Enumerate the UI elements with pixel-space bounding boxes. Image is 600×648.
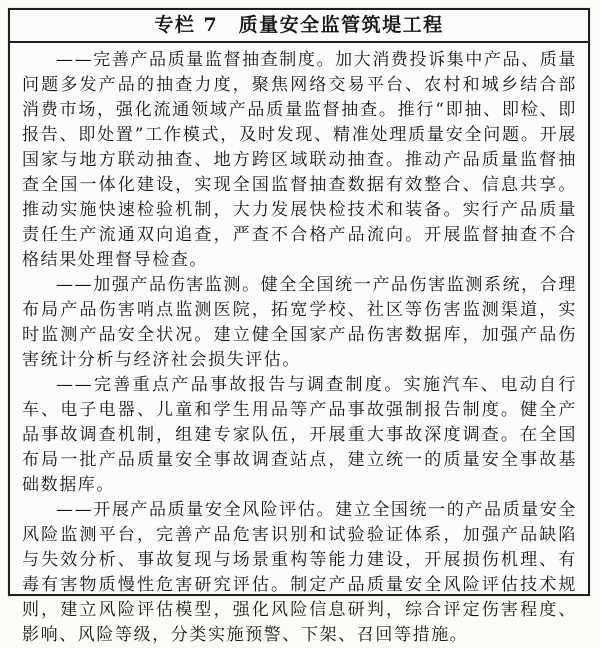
column-body	[10, 43, 588, 648]
paragraph: ——完善重点产品事故报告与调查制度。实施汽车、电动自行车、电子电器、儿童和学生用品等产品事故强制报告制度。健全产品事故调查机制，组建专家队伍，开展重大事故深度调查。在全国布局一批产品质量安全事故调查站点，建立统一的质量安全事故基础数据库。	[22, 375, 577, 495]
paragraph: ——开展产品质量安全风险评估。建立全国统一的产品质量安全风险监测平台，完善产品危害识别和试验验证体系，加强产品缺陷与失效分析、事故复现与场景重构等能力建设，开展损伤机理、有毒有害物质慢性危害研究评估。制定产品质量安全风险评估技术规则，建立风险评估模型，强化风险信息研判，综合评定伤害程度、影响、风险等级，分类实施预警、下架、召回等措施。	[22, 500, 577, 645]
column-title: 专栏 7 质量安全监管筑堤工程	[10, 10, 588, 43]
paragraph: ——加强产品伤害监测。健全全国统一产品伤害监测系统，合理布局产品伤害哨点监测医院，拓宽学校、社区等伤害监测渠道，实时监测产品安全状况。建立健全国家产品伤害数据库，加强产品伤害统计分析与经济社会损失评估。	[22, 275, 577, 370]
paragraph: ——完善产品质量监督抽查制度。加大消费投诉集中产品、质量问题多发产品的抽查力度，聚焦网络交易平台、农村和城乡结合部消费市场，强化流通领域产品质量监督抽查。推行“即抽、即检、即报告、即处置”工作模式，及时发现、精准处理质量安全问题。开展国家与地方联动抽查、地方跨区域联动抽查。推动产品质量监督抽查全国一体化建设，实现全国监督抽查数据有效整合、信息共享。推动实施快速检验机制，大力发展快检技术和装备。实行产品质量责任生产流通双向追查，严查不合格产品流向。开展监督抽查不合格结果处理督导检查。	[22, 50, 577, 270]
column-box	[8, 8, 590, 645]
